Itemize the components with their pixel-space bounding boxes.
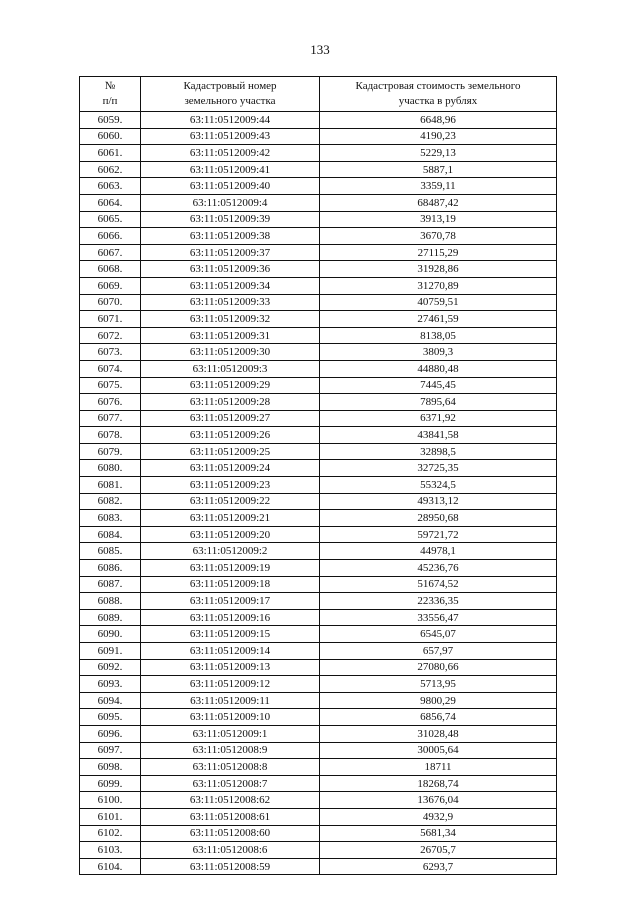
table-row [80, 360, 557, 377]
row-number: 6098. [80, 759, 141, 776]
cadastral-number: 63:11:0512009:31 [141, 327, 320, 344]
row-number: 6103. [80, 842, 141, 859]
table-row [80, 194, 557, 211]
header-cadastral-line2: земельного участка [184, 95, 276, 107]
table-row [80, 427, 557, 444]
row-number: 6090. [80, 626, 141, 643]
cadastral-value: 5713,95 [320, 676, 557, 693]
row-number: 6087. [80, 576, 141, 593]
row-number: 6104. [80, 858, 141, 875]
cadastral-value: 3913,19 [320, 211, 557, 228]
row-number: 6091. [80, 643, 141, 660]
row-number: 6080. [80, 460, 141, 477]
cadastral-value: 68487,42 [320, 194, 557, 211]
cadastral-number: 63:11:0512009:17 [141, 593, 320, 610]
cadastral-value: 51674,52 [320, 576, 557, 593]
row-number: 6081. [80, 477, 141, 494]
row-number: 6068. [80, 261, 141, 278]
table-row [80, 593, 557, 610]
table-row [80, 161, 557, 178]
table-row [80, 725, 557, 742]
table-row [80, 277, 557, 294]
cadastral-value: 6856,74 [320, 709, 557, 726]
row-number: 6065. [80, 211, 141, 228]
row-number: 6075. [80, 377, 141, 394]
cadastral-value: 32898,5 [320, 443, 557, 460]
row-number: 6069. [80, 277, 141, 294]
cadastral-value: 44880,48 [320, 360, 557, 377]
table-row [80, 477, 557, 494]
cadastral-number: 63:11:0512009:30 [141, 344, 320, 361]
cadastral-number: 63:11:0512008:60 [141, 825, 320, 842]
row-number: 6099. [80, 775, 141, 792]
cadastral-number: 63:11:0512008:59 [141, 858, 320, 875]
cadastral-value: 27461,59 [320, 311, 557, 328]
cadastral-number: 63:11:0512009:38 [141, 228, 320, 245]
row-number: 6061. [80, 145, 141, 162]
cadastral-number: 63:11:0512008:8 [141, 759, 320, 776]
row-number: 6094. [80, 692, 141, 709]
cadastral-value: 3809,3 [320, 344, 557, 361]
cadastral-value: 5229,13 [320, 145, 557, 162]
cadastral-value: 3359,11 [320, 178, 557, 195]
cadastral-number: 63:11:0512008:62 [141, 792, 320, 809]
row-number: 6071. [80, 311, 141, 328]
row-number: 6073. [80, 344, 141, 361]
cadastral-number: 63:11:0512009:12 [141, 676, 320, 693]
table-row [80, 643, 557, 660]
cadastral-number: 63:11:0512009:14 [141, 643, 320, 660]
header-cadastral-number [141, 77, 320, 112]
cadastral-value: 4932,9 [320, 808, 557, 825]
table-row [80, 842, 557, 859]
cadastral-value: 31028,48 [320, 725, 557, 742]
row-number: 6097. [80, 742, 141, 759]
cadastral-number: 63:11:0512009:26 [141, 427, 320, 444]
table-row [80, 228, 557, 245]
cadastral-number: 63:11:0512009:28 [141, 394, 320, 411]
cadastral-value: 5681,34 [320, 825, 557, 842]
row-number: 6100. [80, 792, 141, 809]
cadastral-number: 63:11:0512008:6 [141, 842, 320, 859]
cadastral-value: 7895,64 [320, 394, 557, 411]
table-row [80, 742, 557, 759]
cadastral-number: 63:11:0512009:40 [141, 178, 320, 195]
table-row [80, 576, 557, 593]
row-number: 6062. [80, 161, 141, 178]
row-number: 6095. [80, 709, 141, 726]
table-row [80, 709, 557, 726]
cadastral-number: 63:11:0512009:2 [141, 543, 320, 560]
table-row [80, 493, 557, 510]
cadastral-value: 26705,7 [320, 842, 557, 859]
cadastral-number: 63:11:0512009:21 [141, 510, 320, 527]
cadastral-value: 3670,78 [320, 228, 557, 245]
header-cadastral-line1: Кадастровый номер [183, 80, 277, 92]
row-number: 6092. [80, 659, 141, 676]
cadastral-value: 49313,12 [320, 493, 557, 510]
cadastral-number: 63:11:0512009:10 [141, 709, 320, 726]
cadastral-number: 63:11:0512009:18 [141, 576, 320, 593]
table-row [80, 460, 557, 477]
row-number: 6083. [80, 510, 141, 527]
row-number: 6077. [80, 410, 141, 427]
table-row [80, 759, 557, 776]
row-number: 6088. [80, 593, 141, 610]
table-row [80, 808, 557, 825]
cadastral-value: 7445,45 [320, 377, 557, 394]
cadastral-number: 63:11:0512008:61 [141, 808, 320, 825]
table-row [80, 676, 557, 693]
row-number: 6063. [80, 178, 141, 195]
cadastral-value: 33556,47 [320, 609, 557, 626]
row-number: 6079. [80, 443, 141, 460]
cadastral-number: 63:11:0512009:44 [141, 112, 320, 129]
cadastral-number: 63:11:0512009:43 [141, 128, 320, 145]
table-row [80, 526, 557, 543]
table-row [80, 443, 557, 460]
row-number: 6096. [80, 725, 141, 742]
header-number-line1: № [104, 80, 116, 92]
row-number: 6082. [80, 493, 141, 510]
cadastral-value: 30005,64 [320, 742, 557, 759]
cadastral-number: 63:11:0512009:41 [141, 161, 320, 178]
cadastral-number: 63:11:0512009:15 [141, 626, 320, 643]
cadastral-number: 63:11:0512009:25 [141, 443, 320, 460]
row-number: 6089. [80, 609, 141, 626]
table-row [80, 294, 557, 311]
cadastral-value: 18268,74 [320, 775, 557, 792]
table-row [80, 410, 557, 427]
row-number: 6064. [80, 194, 141, 211]
cadastral-value: 18711 [320, 759, 557, 776]
cadastral-number: 63:11:0512009:1 [141, 725, 320, 742]
table-body [80, 112, 557, 875]
cadastral-value: 13676,04 [320, 792, 557, 809]
table-row [80, 659, 557, 676]
table-row [80, 261, 557, 278]
table-row [80, 244, 557, 261]
cadastral-number: 63:11:0512009:42 [141, 145, 320, 162]
cadastral-number: 63:11:0512009:16 [141, 609, 320, 626]
table-row [80, 560, 557, 577]
cadastral-value: 6371,92 [320, 410, 557, 427]
cadastral-number: 63:11:0512009:34 [141, 277, 320, 294]
cadastral-value: 8138,05 [320, 327, 557, 344]
header-value-line1: Кадастровая стоимость земельного [355, 80, 521, 92]
table-row [80, 858, 557, 875]
table-row [80, 377, 557, 394]
cadastral-number: 63:11:0512009:29 [141, 377, 320, 394]
page-number: 133 [310, 42, 330, 57]
table-row [80, 510, 557, 527]
cadastral-number: 63:11:0512009:33 [141, 294, 320, 311]
cadastral-value: 4190,23 [320, 128, 557, 145]
table-row [80, 178, 557, 195]
cadastral-value: 31270,89 [320, 277, 557, 294]
cadastral-number: 63:11:0512009:39 [141, 211, 320, 228]
row-number: 6101. [80, 808, 141, 825]
cadastral-value: 32725,35 [320, 460, 557, 477]
cadastral-number: 63:11:0512009:24 [141, 460, 320, 477]
cadastral-value: 44978,1 [320, 543, 557, 560]
table-row [80, 128, 557, 145]
cadastral-value: 6545,07 [320, 626, 557, 643]
cadastral-number: 63:11:0512009:4 [141, 194, 320, 211]
cadastral-value: 55324,5 [320, 477, 557, 494]
table-row [80, 775, 557, 792]
table-header [80, 77, 557, 112]
cadastral-value: 31928,86 [320, 261, 557, 278]
cadastral-number: 63:11:0512009:13 [141, 659, 320, 676]
table-row [80, 394, 557, 411]
cadastral-number: 63:11:0512009:23 [141, 477, 320, 494]
table-row [80, 112, 557, 129]
row-number: 6086. [80, 560, 141, 577]
cadastral-number: 63:11:0512008:9 [141, 742, 320, 759]
header-row [80, 77, 557, 112]
cadastral-number: 63:11:0512009:19 [141, 560, 320, 577]
row-number: 6085. [80, 543, 141, 560]
cadastral-number: 63:11:0512009:3 [141, 360, 320, 377]
cadastral-value: 59721,72 [320, 526, 557, 543]
table-row [80, 692, 557, 709]
row-number: 6072. [80, 327, 141, 344]
table-row [80, 327, 557, 344]
cadastral-table [79, 76, 557, 875]
cadastral-value: 28950,68 [320, 510, 557, 527]
cadastral-number: 63:11:0512009:22 [141, 493, 320, 510]
table-row [80, 792, 557, 809]
row-number: 6093. [80, 676, 141, 693]
table-row [80, 145, 557, 162]
header-value-line2: участка в рублях [398, 95, 478, 107]
cadastral-number: 63:11:0512009:37 [141, 244, 320, 261]
cadastral-value: 657,97 [320, 643, 557, 660]
table-row [80, 543, 557, 560]
table-row [80, 211, 557, 228]
cadastral-value: 5887,1 [320, 161, 557, 178]
row-number: 6067. [80, 244, 141, 261]
table-row [80, 311, 557, 328]
cadastral-value: 43841,58 [320, 427, 557, 444]
row-number: 6059. [80, 112, 141, 129]
row-number: 6070. [80, 294, 141, 311]
cadastral-number: 63:11:0512008:7 [141, 775, 320, 792]
cadastral-number: 63:11:0512009:27 [141, 410, 320, 427]
cadastral-number: 63:11:0512009:36 [141, 261, 320, 278]
row-number: 6078. [80, 427, 141, 444]
cadastral-value: 9800,29 [320, 692, 557, 709]
row-number: 6084. [80, 526, 141, 543]
cadastral-number: 63:11:0512009:20 [141, 526, 320, 543]
table-row [80, 825, 557, 842]
table-row [80, 344, 557, 361]
table-row [80, 609, 557, 626]
cadastral-value: 27080,66 [320, 659, 557, 676]
row-number: 6060. [80, 128, 141, 145]
header-number [80, 77, 141, 112]
row-number: 6076. [80, 394, 141, 411]
cadastral-value: 6293,7 [320, 858, 557, 875]
cadastral-number: 63:11:0512009:11 [141, 692, 320, 709]
table-row [80, 626, 557, 643]
cadastral-value: 45236,76 [320, 560, 557, 577]
cadastral-value: 6648,96 [320, 112, 557, 129]
cadastral-value: 22336,35 [320, 593, 557, 610]
row-number: 6102. [80, 825, 141, 842]
row-number: 6066. [80, 228, 141, 245]
cadastral-value: 40759,51 [320, 294, 557, 311]
header-number-line2: п/п [102, 95, 118, 107]
row-number: 6074. [80, 360, 141, 377]
cadastral-number: 63:11:0512009:32 [141, 311, 320, 328]
cadastral-value: 27115,29 [320, 244, 557, 261]
header-cadastral-value [320, 77, 557, 112]
